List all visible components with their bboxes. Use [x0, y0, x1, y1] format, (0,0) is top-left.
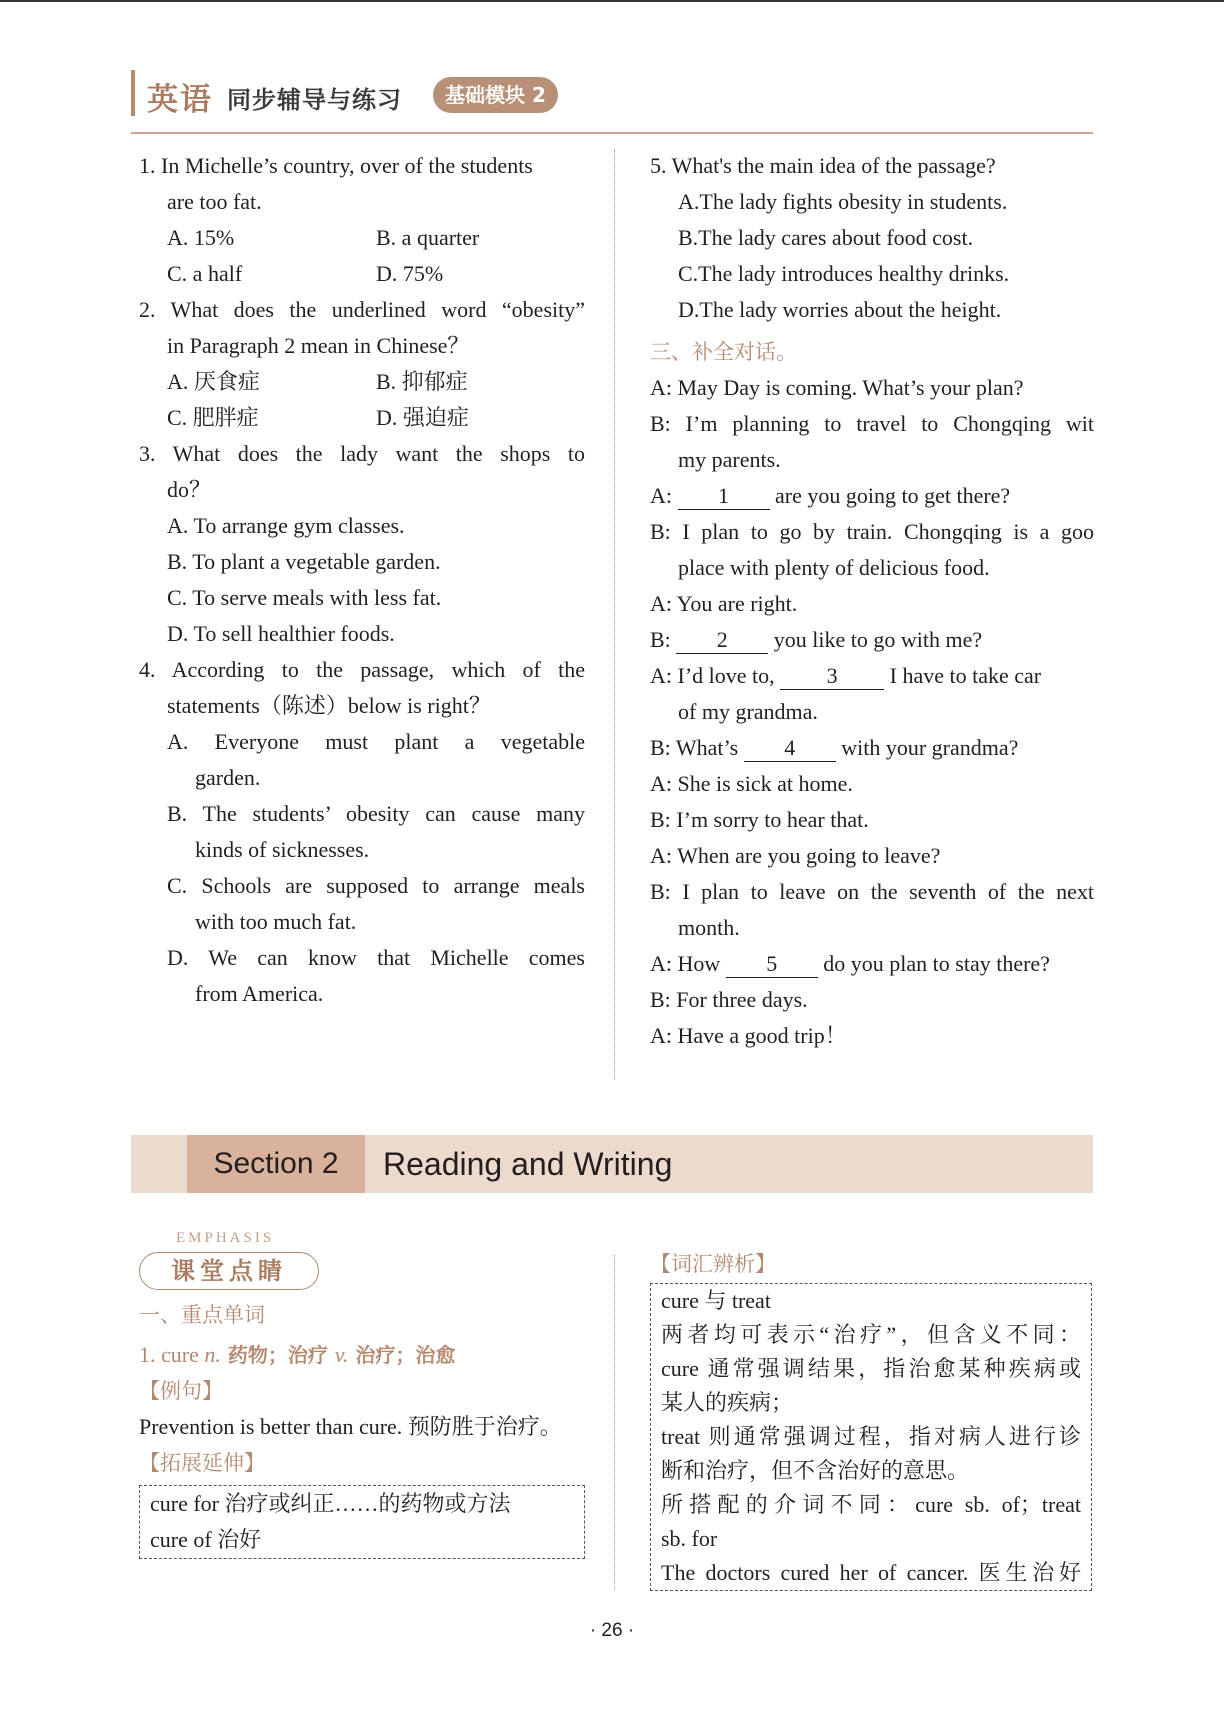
vocab-heading: 一、重点单词: [139, 1303, 265, 1327]
analysis-line: sb. for: [661, 1526, 718, 1551]
option: D. 75%: [376, 261, 444, 286]
page-header: [131, 66, 1093, 134]
dialogue-text: A: You are right.: [650, 591, 798, 616]
analysis-line: cure 通常强调结果，指治愈某种疾病或: [661, 1356, 1081, 1381]
option-row: [139, 256, 585, 292]
option-line: A. Everyone must plant a vegetable: [167, 729, 585, 754]
option-line: C. Schools are supposed to arrange meals: [167, 873, 585, 898]
section-title: Reading and Writing: [383, 1146, 673, 1182]
analysis-box: [650, 1283, 1092, 1591]
dialogue-text: B:: [650, 627, 677, 652]
dialogue-text: B: I’m sorry to hear that.: [650, 807, 869, 832]
analysis-line: 两者均可表示“治疗”，但含义不同：: [661, 1322, 1081, 1347]
dialogue-text: my parents.: [678, 447, 781, 472]
dialogue-line: [650, 622, 1094, 658]
dialogue-text: A:: [650, 483, 678, 508]
dialogue-text: are you going to get there?: [769, 483, 1011, 508]
dialogue-line: [650, 370, 1094, 406]
right-column: [650, 148, 1094, 1054]
extension-label: 【拓展延伸】: [139, 1451, 265, 1475]
question-text: in Paragraph 2 mean in Chinese？: [167, 333, 470, 358]
vocab-pos-verb: v.: [334, 1342, 349, 1367]
section-tag: Section 2: [187, 1135, 365, 1193]
option: C. a half: [167, 261, 243, 286]
vocab-pos-noun: n.: [204, 1342, 221, 1367]
analysis-label: 【词汇辨析】: [650, 1252, 776, 1276]
dialogue-line: [650, 910, 1094, 946]
option: B. a quarter: [376, 225, 480, 250]
dialogue-text: A: She is sick at home.: [650, 771, 853, 796]
section-banner: [131, 1135, 1093, 1193]
dialogue-text: B: What’s: [650, 735, 744, 760]
dialogue-text: month.: [678, 915, 740, 940]
q5-question: 5. What's the main idea of the passage?: [650, 153, 996, 178]
column-divider-lower: [614, 1255, 615, 1590]
vocab-entry: [139, 1337, 585, 1373]
dialogue-line: [650, 694, 1094, 730]
analysis-line: 所搭配的介词不同：cure sb. of；treat: [661, 1492, 1081, 1517]
dialogue-line: [650, 802, 1094, 838]
answer-blank: 2: [676, 627, 768, 654]
dialogue-line: [650, 550, 1094, 586]
dialogue-line: [650, 730, 1094, 766]
dialogue-text: B: I plan to go by train. Chongqing is a goo: [650, 519, 1094, 544]
option: D. 强迫症: [376, 405, 469, 430]
dialogue-heading: 三、补全对话。: [650, 340, 797, 364]
dialogue-text: A: How: [650, 951, 726, 976]
vocab-def-verb: 治疗；治愈: [348, 1343, 456, 1367]
example-label: 【例句】: [139, 1379, 223, 1403]
answer-blank: 3: [780, 663, 884, 690]
dialogue-text: A: May Day is coming. What’s your plan?: [650, 375, 1024, 400]
analysis-line: 断和治疗，但不含治好的意思。: [661, 1458, 970, 1483]
dialogue-text: A: When are you going to leave?: [650, 843, 941, 868]
q5-option: A.The lady fights obesity in students.: [678, 189, 1008, 214]
option-text: kinds of sicknesses.: [195, 837, 370, 862]
dialogue-line: [650, 982, 1094, 1018]
option-line: B. The students’ obesity can cause many: [167, 801, 585, 826]
top-rule: [0, 0, 1224, 2]
dialogue-text: I have to take car: [884, 663, 1042, 688]
dialogue-line: [650, 442, 1094, 478]
dialogue-text: A: I’d love to,: [650, 663, 781, 688]
left-questions-column: [139, 148, 585, 1012]
option: A. 15%: [167, 225, 235, 250]
option: B. 抑郁症: [376, 369, 468, 394]
q5-options: [650, 184, 1094, 328]
page-number: · 26 ·: [589, 1620, 635, 1641]
dialogue-line: [650, 586, 1094, 622]
question-line: 2. What does the underlined word “obesity”: [139, 297, 585, 322]
question-text: are too fat.: [167, 189, 262, 214]
option-line: D. We can know that Michelle comes: [167, 945, 585, 970]
header-accent-bar: [131, 70, 135, 116]
question-line: 1. In Michelle’s country, over of the students: [139, 153, 533, 178]
example-sentence: Prevention is better than cure. 预防胜于治疗。: [139, 1414, 562, 1439]
dialogue-text: A: Have a good trip！: [650, 1023, 847, 1048]
analysis-section: [650, 1247, 1094, 1591]
q5-option: B.The lady cares about food cost.: [678, 225, 974, 250]
analysis-line: cure 与 treat: [661, 1288, 771, 1313]
q5-option: D.The lady worries about the height.: [678, 297, 1002, 322]
dialogue-text: you like to go with me?: [768, 627, 983, 652]
vocab-def-noun: 药物；治疗: [220, 1343, 335, 1367]
header-title: 英语: [147, 82, 213, 118]
module-badge: 基础模块 2: [433, 77, 558, 113]
dialogue-line: [650, 838, 1094, 874]
vocab-word: 1. cure: [139, 1342, 205, 1367]
analysis-line: The doctors cured her of cancer. 医生治好: [661, 1560, 1081, 1585]
analysis-line: 某人的疾病；: [661, 1390, 794, 1415]
extension-line: cure for 治疗或纠正……的药物或方法: [150, 1491, 511, 1516]
dialogue-line: [650, 514, 1094, 550]
q5-option: C.The lady introduces healthy drinks.: [678, 261, 1010, 286]
question-text: C. To serve meals with less fat.: [167, 585, 442, 610]
dialogue-text: of my grandma.: [678, 699, 818, 724]
dialogue-line: [650, 1018, 1094, 1054]
answer-blank: 5: [726, 951, 818, 978]
dialogue-line: [650, 874, 1094, 910]
option-text: with too much fat.: [195, 909, 357, 934]
extension-box: [139, 1485, 585, 1559]
dialogue-text: place with plenty of delicious food.: [678, 555, 990, 580]
dialogue-text: with your grandma?: [835, 735, 1019, 760]
answer-blank: 4: [744, 735, 836, 762]
option-text: from America.: [195, 981, 324, 1006]
emphasis-label-cn: 课堂点睛: [139, 1252, 319, 1290]
emphasis-label-en: EMPHASIS: [176, 1230, 275, 1246]
dialogue-line: [650, 766, 1094, 802]
dialogue-text: do you plan to stay there?: [817, 951, 1050, 976]
question-text: B. To plant a vegetable garden.: [167, 549, 441, 574]
vocab-section: [139, 1297, 585, 1559]
option: A. 厌食症: [167, 369, 260, 394]
dialogue: [650, 370, 1094, 1054]
question-text: A. To arrange gym classes.: [167, 513, 405, 538]
question-line: 4. According to the passage, which of the: [139, 657, 585, 682]
question-text: do？: [167, 477, 212, 502]
column-divider: [614, 150, 615, 1080]
option: C. 肥胖症: [167, 405, 259, 430]
dialogue-line: [650, 946, 1094, 982]
dialogue-text: B: I’m planning to travel to Chongqing wit: [650, 411, 1094, 436]
question-text: statements（陈述）below is right？: [167, 693, 491, 718]
option-row: [139, 400, 585, 436]
extension-line: cure of 治好: [150, 1527, 262, 1552]
analysis-line: treat 则通常强调过程，指对病人进行诊: [661, 1424, 1081, 1449]
option-row: [139, 220, 585, 256]
answer-blank: 1: [678, 483, 770, 510]
dialogue-text: B: I plan to leave on the seventh of the next: [650, 879, 1094, 904]
header-subtitle: 同步辅导与练习: [227, 86, 402, 114]
dialogue-line: [650, 658, 1094, 694]
dialogue-line: [650, 406, 1094, 442]
question-text: D. To sell healthier foods.: [167, 621, 395, 646]
dialogue-text: B: For three days.: [650, 987, 808, 1012]
dialogue-line: [650, 478, 1094, 514]
question-line: 3. What does the lady want the shops to: [139, 441, 585, 466]
option-row: [139, 364, 585, 400]
option-text: garden.: [195, 765, 261, 790]
